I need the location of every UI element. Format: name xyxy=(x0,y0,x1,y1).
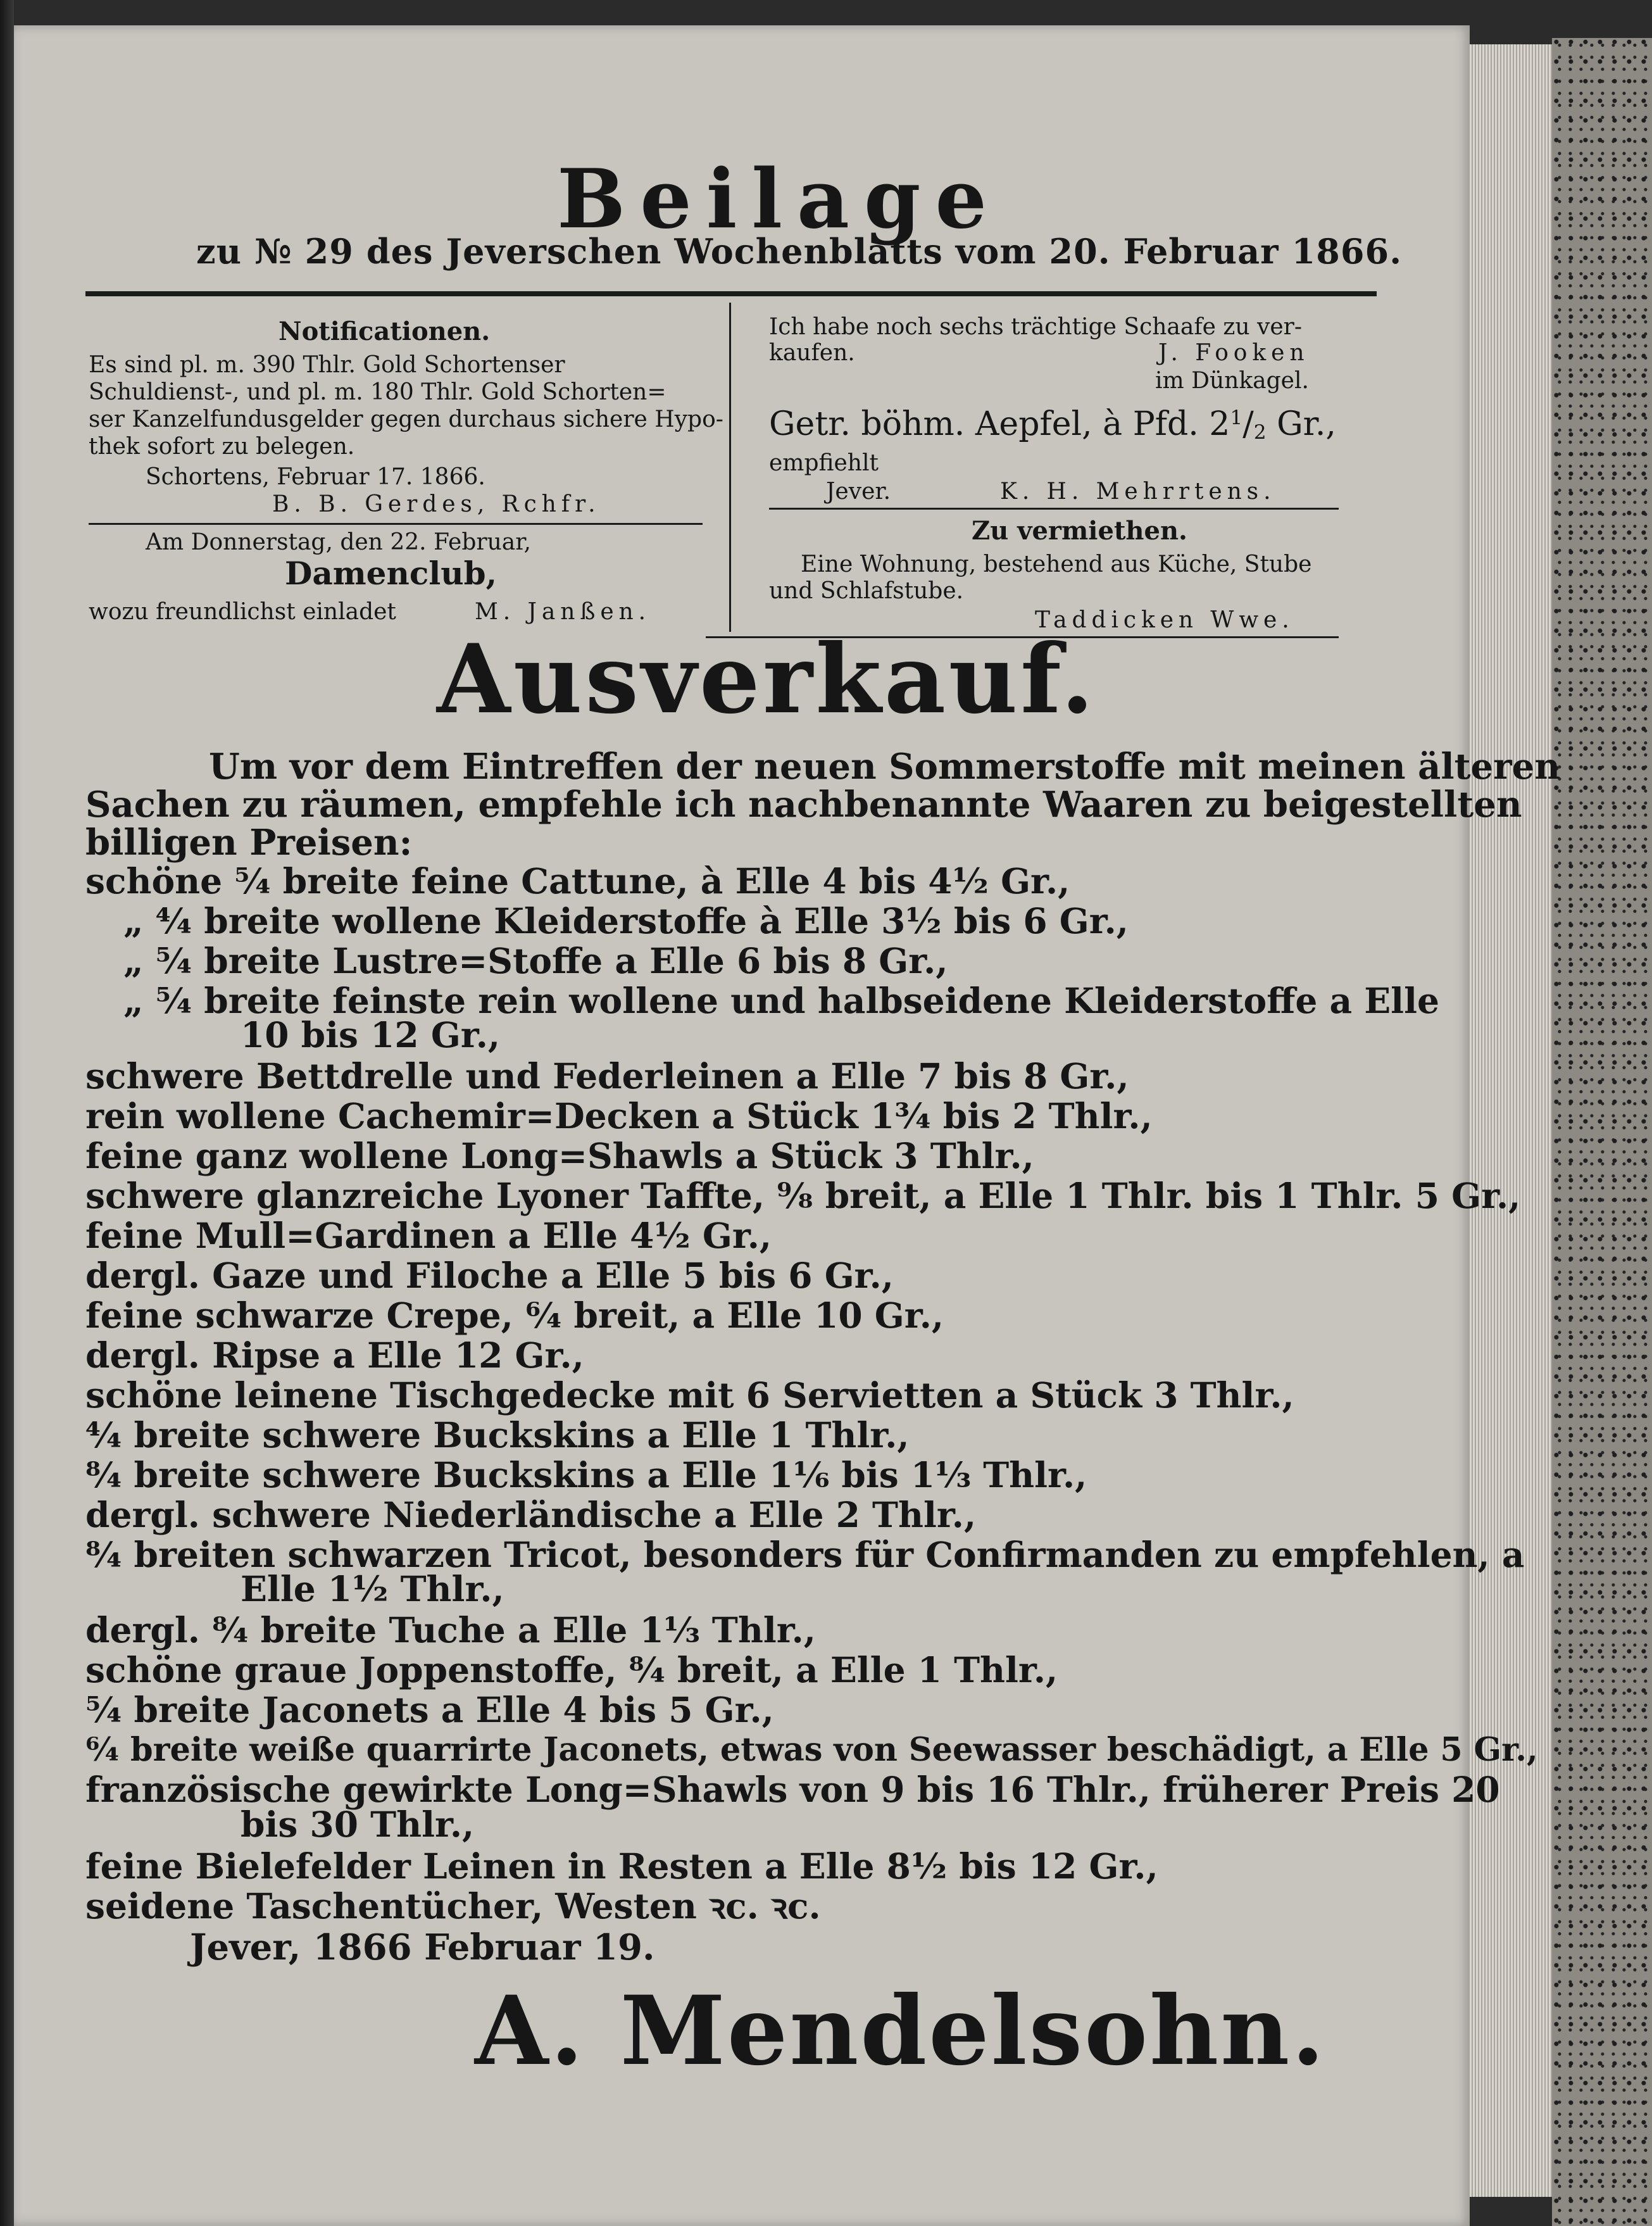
sale-item: bis 30 Thlr., xyxy=(241,1804,475,1845)
damenclub-date: Am Donnerstag, den 22. Februar, xyxy=(146,529,531,555)
aepfel-frac-den: 2 xyxy=(1253,421,1267,444)
sale-item: feine Mull=Gardinen a Elle 4½ Gr., xyxy=(85,1215,772,1256)
sale-item: schöne leinene Tischgedecke mit 6 Servietten a Stück 3 Thlr., xyxy=(85,1374,1294,1416)
masthead-rule xyxy=(85,291,1377,296)
aepfel-line: Getr. böhm. Aepfel, à Pfd. $2^1/_2$ Gr., xyxy=(769,405,1336,444)
aepfel-empfiehlt: empfiehlt xyxy=(769,450,879,476)
sale-item: dergl. ⁸⁄₄ breite Tuche a Elle 1⅓ Thlr., xyxy=(85,1609,816,1651)
vermiethen-signer: Taddicken Wwe. xyxy=(1035,607,1294,633)
masthead-title: Beilage xyxy=(557,152,1002,247)
notification-line-3: ser Kanzelfundusgelder gegen durchaus sichere Hypo- xyxy=(89,406,723,432)
aepfel-text: Getr. böhm. Aepfel, à Pfd. 2 xyxy=(769,405,1230,443)
masthead-subtitle xyxy=(196,231,1402,272)
sale-item: dergl. Ripse a Elle 12 Gr., xyxy=(85,1335,584,1376)
sale-item: ⁶⁄₄ breite weiße quarrirte Jaconets, etwas von Seewasser beschädigt, a Elle 5 Gr., xyxy=(85,1731,1538,1769)
notification-line-4: thek sofort zu belegen. xyxy=(89,434,355,460)
page-stack-edges xyxy=(1470,44,1552,2197)
sale-item: ⁵⁄₄ breite Jaconets a Elle 4 bis 5 Gr., xyxy=(85,1689,774,1730)
notice-separator-left xyxy=(89,523,703,525)
sale-item: dergl. schwere Niederländische a Elle 2 Thlr., xyxy=(85,1494,977,1535)
schaafe-line-1: Ich habe noch sechs trächtige Schaafe zu ver- xyxy=(769,314,1303,340)
subtitle-suffix: 29 des Jeverschen Wochenblatts vom 20. Februar 1866. xyxy=(292,231,1403,272)
sale-item: 10 bis 12 Gr., xyxy=(241,1014,501,1055)
sale-item: feine ganz wollene Long=Shawls a Stück 3 Thlr., xyxy=(85,1135,1034,1176)
number-sign: № xyxy=(254,231,292,272)
sale-item: ⁴⁄₄ breite schwere Buckskins a Elle 1 Thlr., xyxy=(85,1414,910,1456)
notification-line-2: Schuldienst-, und pl. m. 180 Thlr. Gold Schorten= xyxy=(89,379,666,405)
sale-item: „ ⁵⁄₄ breite feinste rein wollene und halbseidene Kleiderstoffe a Elle xyxy=(123,980,1439,1021)
sale-item: feine schwarze Crepe, ⁶⁄₄ breit, a Elle 10 Gr., xyxy=(85,1295,944,1336)
sale-place-date: Jever, 1866 Februar 19. xyxy=(190,1927,655,1968)
sale-item: „ ⁴⁄₄ breite wollene Kleiderstoffe à Elle 3½ bis 6 Gr., xyxy=(123,900,1129,941)
sale-item: Elle 1½ Thlr., xyxy=(241,1568,504,1609)
aepfel-place: Jever. xyxy=(826,479,891,505)
book-cover-board xyxy=(1552,38,1652,2226)
schaafe-location: im Dünkagel. xyxy=(1155,368,1309,394)
sale-item: schwere Bettdrelle und Federleinen a Elle 7 bis 8 Gr., xyxy=(85,1055,1129,1097)
aepfel-frac-num: 1 xyxy=(1230,406,1243,429)
sale-item: schöne ⁵⁄₄ breite feine Cattune, à Elle 4 bis 4½ Gr., xyxy=(85,860,1070,902)
notification-line-1: Es sind pl. m. 390 Thlr. Gold Schortenser xyxy=(89,352,565,378)
notification-place-date: Schortens, Februar 17. 1866. xyxy=(146,464,485,490)
notification-heading: Notificationen. xyxy=(278,317,491,346)
book-binding-edge xyxy=(0,0,14,2226)
vermiethen-line-2: und Schlafstube. xyxy=(769,578,964,604)
sale-item: schöne graue Joppenstoffe, ⁸⁄₄ breit, a Elle 1 Thlr., xyxy=(85,1649,1058,1690)
damenclub-heading: Damenclub, xyxy=(285,555,497,592)
sale-item: „ ⁵⁄₄ breite Lustre=Stoffe a Elle 6 bis 8 Gr., xyxy=(123,940,948,981)
sale-item: schwere glanzreiche Lyoner Taffte, ⁹⁄₈ breit, a Elle 1 Thlr. bis 1 Thlr. 5 Gr., xyxy=(85,1175,1521,1216)
aepfel-unit: Gr., xyxy=(1266,405,1336,443)
sale-item: französische gewirkte Long=Shawls von 9 bis 16 Thlr., früherer Preis 20 xyxy=(85,1769,1500,1810)
sale-intro-line-3: billigen Preisen: xyxy=(85,822,413,864)
sale-item: seidene Taschentücher, Westen ꝛc. ꝛc. xyxy=(85,1885,821,1927)
sale-item: dergl. Gaze und Filoche a Elle 5 bis 6 Gr., xyxy=(85,1255,894,1296)
sale-item: ⁸⁄₄ breiten schwarzen Tricot, besonders für Confirmanden zu empfehlen, a xyxy=(85,1534,1525,1575)
schaafe-line-2: kaufen. xyxy=(769,340,855,366)
vermiethen-heading: Zu vermiethen. xyxy=(972,516,1187,546)
sale-intro-line-1: Um vor dem Eintreffen der neuen Sommerstoffe mit meinen älteren xyxy=(209,746,1560,788)
aepfel-signer: K. H. Mehrrtens. xyxy=(1000,479,1276,505)
sale-intro-line-2: Sachen zu räumen, empfehle ich nachbenannte Waaren zu beigestellten xyxy=(85,784,1522,826)
sale-signature: A. Mendelsohn. xyxy=(475,1975,1327,2087)
notification-signer: B. B. Gerdes, Rchfr. xyxy=(272,491,601,517)
vermiethen-line-1: Eine Wohnung, bestehend aus Küche, Stube xyxy=(801,551,1312,577)
schaafe-signer: J. Fooken xyxy=(1158,340,1310,366)
sale-title: Ausverkauf. xyxy=(437,624,1097,735)
sale-item: feine Bielefelder Leinen in Resten a Elle 8½ bis 12 Gr., xyxy=(85,1846,1158,1887)
subtitle-prefix: zu xyxy=(196,231,254,272)
sale-item: ⁸⁄₄ breite schwere Buckskins a Elle 1⅙ bis 1⅓ Thlr., xyxy=(85,1454,1087,1495)
damenclub-signer: M. Janßen. xyxy=(475,599,651,625)
damenclub-invite: wozu freundlichst einladet xyxy=(89,599,396,625)
column-divider xyxy=(729,303,731,632)
sale-item: rein wollene Cachemir=Decken a Stück 1¾ bis 2 Thlr., xyxy=(85,1095,1153,1136)
notice-separator-right xyxy=(769,508,1339,510)
